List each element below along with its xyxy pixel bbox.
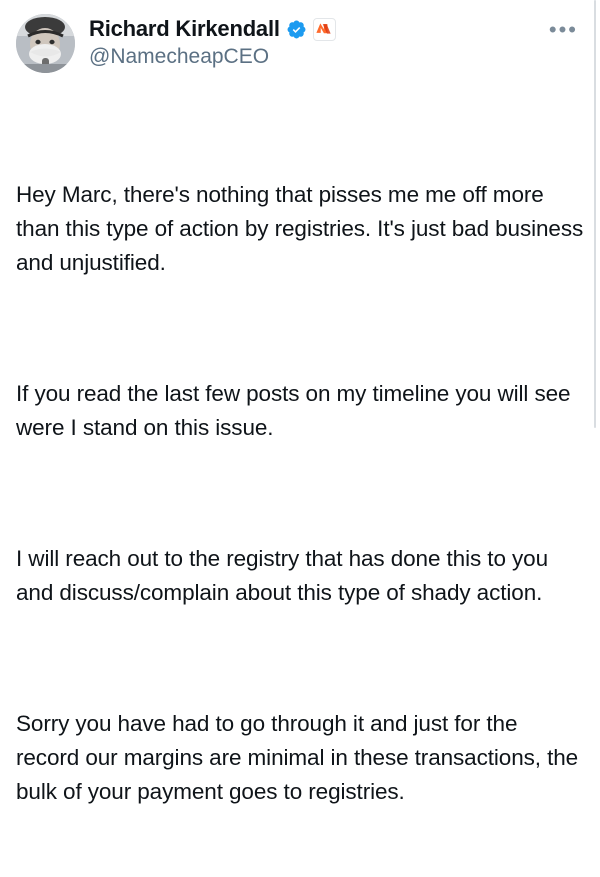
tweet-paragraph: I will reach out to the registry that has done this to you and discuss/complain about this type of shady action. [16,546,555,605]
tweet-paragraph: If you read the last few posts on my timeline you will see were I stand on this issue. [16,381,577,440]
handle: @NamecheapCEO [89,45,270,68]
verified-badge-icon [286,19,307,40]
display-name: Richard Kirkendall [89,16,280,41]
name-row [89,16,539,42]
tweet-header [16,14,584,84]
avatar[interactable] [16,14,75,73]
tweet-text [16,110,590,877]
namecheap-affiliate-icon[interactable] [313,18,336,41]
tweet-paragraph: Sorry you have had to go through it and just for the record our margins are minimal in these transactions, the bulk of your payment goes to registries. [16,711,585,804]
name-block [89,14,539,70]
tweet-paragraph: Hey Marc, there's nothing that pisses me me off more than this type of action by registries. It's just bad business and unjustified. [16,182,590,275]
scrollbar-track[interactable] [594,0,596,428]
more-options-icon[interactable]: ••• [548,17,578,42]
